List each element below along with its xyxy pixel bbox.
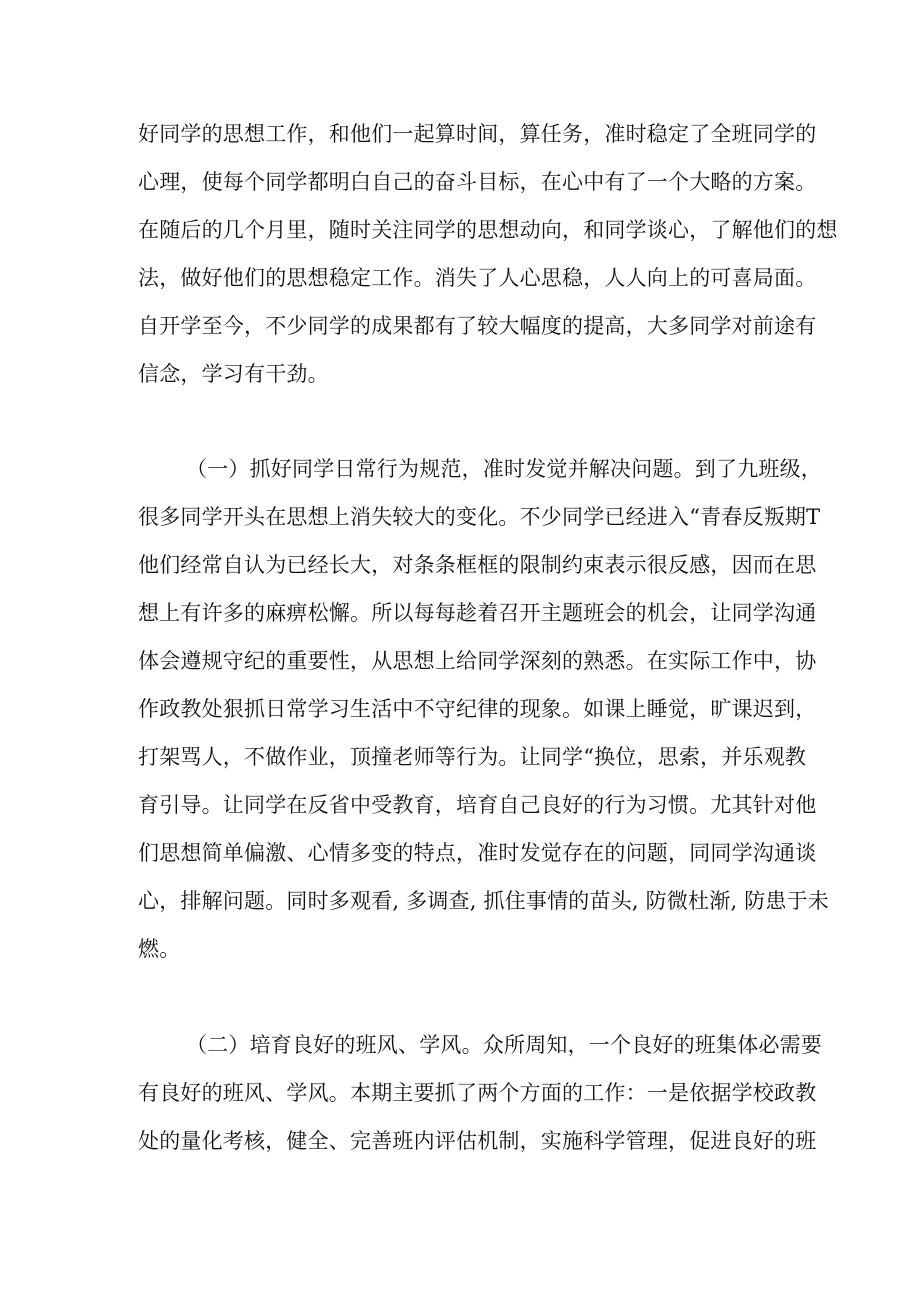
- paragraph-2-line-2: 很多同学开头在思想上消失较大的变化。不少同学已经进入“青春反叛期T: [138, 505, 821, 529]
- paragraph-2-line-11: 燃。: [138, 937, 181, 961]
- paragraph-1-line-3: 在随后的几个月里，随时关注同学的思想动向，和同学谈心，了解他们的想: [138, 218, 838, 242]
- paragraph-1-line-4: 法，做好他们的思想稳定工作。消失了人心思稳，人人向上的可喜局面。: [138, 266, 817, 290]
- paragraph-2-line-8: 育引导。让同学在反省中受教育，培育自己良好的行为习惯。尤其针对他: [138, 793, 817, 817]
- paragraph-1-line-5: 自开学至今，不少同学的成果都有了较大幅度的提高，大多同学对前途有: [138, 314, 817, 338]
- paragraph-1-line-2: 心理，使每个同学都明白自己的奋斗目标，在心中有了一个大略的方案。: [138, 170, 817, 194]
- paragraph-2-line-7: 打架骂人，不做作业，顶撞老师等行为。让同学“换位，思索，并乐观教: [138, 745, 807, 769]
- paragraph-2-line-4: 想上有许多的麻痹松懈。所以每每趁着召开主题班会的机会，让同学沟通: [138, 601, 817, 625]
- paragraph-2-line-6: 作政教处狠抓日常学习生活中不守纪律的现象。如课上睡觉，旷课迟到，: [138, 697, 817, 721]
- paragraph-3-line-3: 处的量化考核，健全、完善班内评估机制，实施科学管理，促进良好的班: [138, 1129, 817, 1153]
- paragraph-1-line-6: 信念，学习有干劲。: [138, 362, 329, 386]
- paragraph-2-line-5: 体会遵规守纪的重要性，从思想上给同学深刻的熟悉。在实际工作中，协: [138, 649, 817, 673]
- paragraph-3-line-2: 有良好的班风、学风。本期主要抓了两个方面的工作：一是依据学校政教: [138, 1081, 817, 1105]
- paragraph-2-line-3: 他们经常自认为已经长大，对条条框框的限制约束表示很反感，因而在思: [138, 553, 817, 577]
- paragraph-2-line-1: （一）抓好同学日常行为规范，准时发觉并解决问题。到了九班级，: [186, 457, 822, 481]
- paragraph-3-line-1: （二）培育良好的班风、学风。众所周知，一个良好的班集体必需要: [186, 1033, 822, 1057]
- paragraph-2-line-10: 心，排解问题。同时多观看, 多调查, 抓住事情的苗头, 防微杜渐, 防患于未: [138, 889, 829, 913]
- paragraph-2-line-9: 们思想简单偏激、心情多变的特点，准时发觉存在的问题，同同学沟通谈: [138, 841, 817, 865]
- paragraph-1-line-1: 好同学的思想工作，和他们一起算时间，算任务，准时稳定了全班同学的: [138, 122, 817, 146]
